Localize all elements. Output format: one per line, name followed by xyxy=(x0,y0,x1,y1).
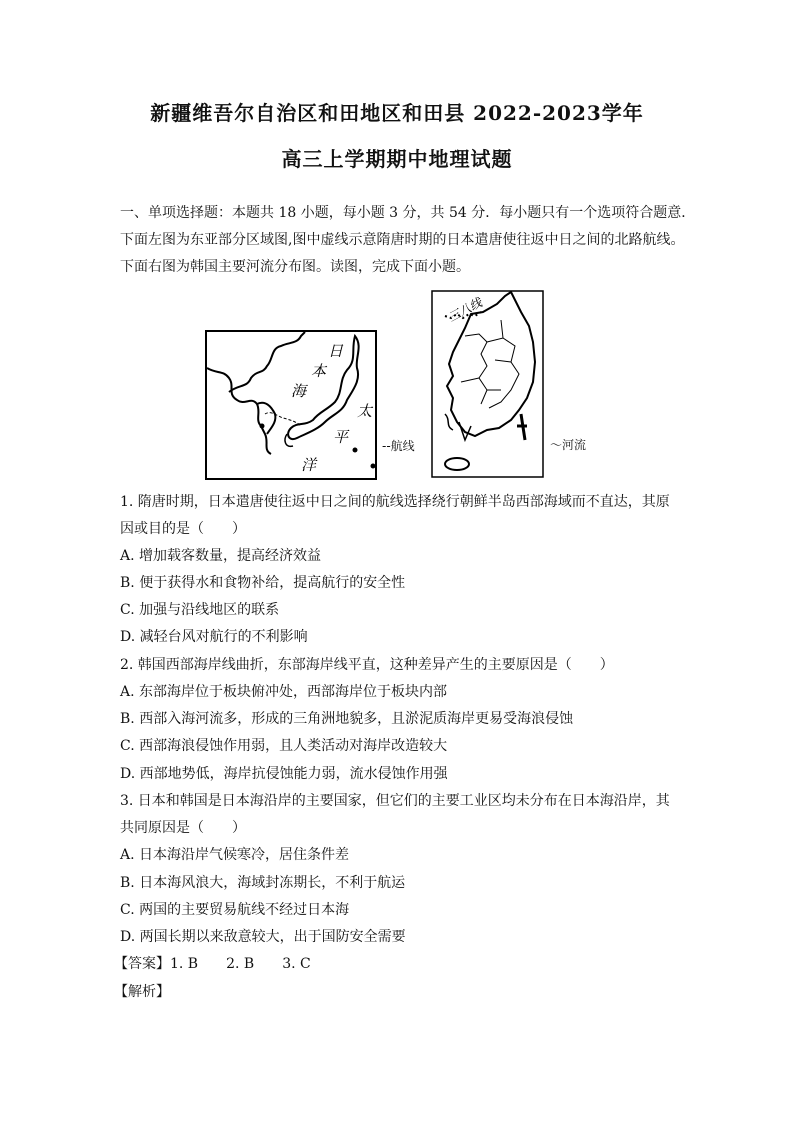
river-symbol-icon: 〜 xyxy=(550,438,563,452)
option-b: B. 便于获得水和食物补给，提高航行的安全性 xyxy=(120,575,406,591)
map-label-38th-parallel: 三八线 xyxy=(445,295,485,325)
intro-line: 一、单项选择题：本题共 18 小题，每小题 3 分，共 54 分．每小题只有一个选项符合题意． xyxy=(120,205,696,221)
option-c: C. 西部海浪侵蚀作用弱，且人类活动对海岸改造较大 xyxy=(120,738,448,754)
question-stem: 共同原因是（ ） xyxy=(120,820,246,836)
legend-river xyxy=(550,436,586,453)
option-c: C. 两国的主要贸易航线不经过日本海 xyxy=(120,902,350,918)
analysis-heading: 【解析】 xyxy=(114,984,170,1000)
map-label: 太 xyxy=(357,402,373,420)
option-d: D. 减轻台风对航行的不利影响 xyxy=(120,629,308,645)
page-title: 新疆维吾尔自治区和田地区和田县 2022-2023学年 xyxy=(150,101,644,125)
question-stem: 因或目的是（ ） xyxy=(120,521,246,537)
option-b: B. 日本海风浪大，海域封冻期长，不利于航运 xyxy=(120,875,406,891)
legend-river-label: 河流 xyxy=(562,438,587,452)
question-stem: 3. 日本和韩国是日本海沿岸的主要国家，但它们的主要工业区均未分布在日本海沿岸，其 xyxy=(120,793,670,809)
page-subtitle: 高三上学期期中地理试题 xyxy=(281,147,513,171)
korea-map xyxy=(431,290,544,478)
option-c: C. 加强与沿线地区的联系 xyxy=(120,602,280,618)
intro-line: 下面左图为东亚部分区域图,图中虚线示意隋唐时期的日本遣唐使往返中日之间的北路航线。 xyxy=(120,232,685,248)
intro-line: 下面右图为韩国主要河流分布图。读图，完成下面小题。 xyxy=(120,259,470,275)
answer-key: 【答案】1. B 2. B 3. C xyxy=(114,956,311,972)
map-label: 海 xyxy=(291,382,307,400)
option-a: A. 东部海岸位于板块俯冲处，西部海岸位于板块内部 xyxy=(120,684,448,700)
question-stem: 2. 韩国西部海岸线曲折，东部海岸线平直，这种差异产生的主要原因是（ ） xyxy=(120,657,614,673)
option-b: B. 西部入海河流多，形成的三角洲地貌多，且淤泥质海岸更易受海浪侵蚀 xyxy=(120,711,574,727)
option-a: A. 增加载客数量，提高经济效益 xyxy=(120,548,322,564)
question-stem: 1. 隋唐时期，日本遣唐使往返中日之间的航线选择绕行朝鲜半岛西部海域而不直达，其原 xyxy=(120,494,670,510)
legend-route: --航线 xyxy=(382,439,415,453)
map-label: 日 xyxy=(328,342,344,360)
map-label: 本 xyxy=(311,362,327,380)
option-a: A. 日本海沿岸气候寒冷，居住条件差 xyxy=(120,847,350,863)
option-d: D. 西部地势低，海岸抗侵蚀能力弱，流水侵蚀作用强 xyxy=(120,766,448,782)
map-label: 洋 xyxy=(301,456,317,474)
map-label: 平 xyxy=(333,428,349,446)
option-d: D. 两国长期以来敌意较大，出于国防安全需要 xyxy=(120,929,406,945)
east-asia-map xyxy=(205,330,377,480)
